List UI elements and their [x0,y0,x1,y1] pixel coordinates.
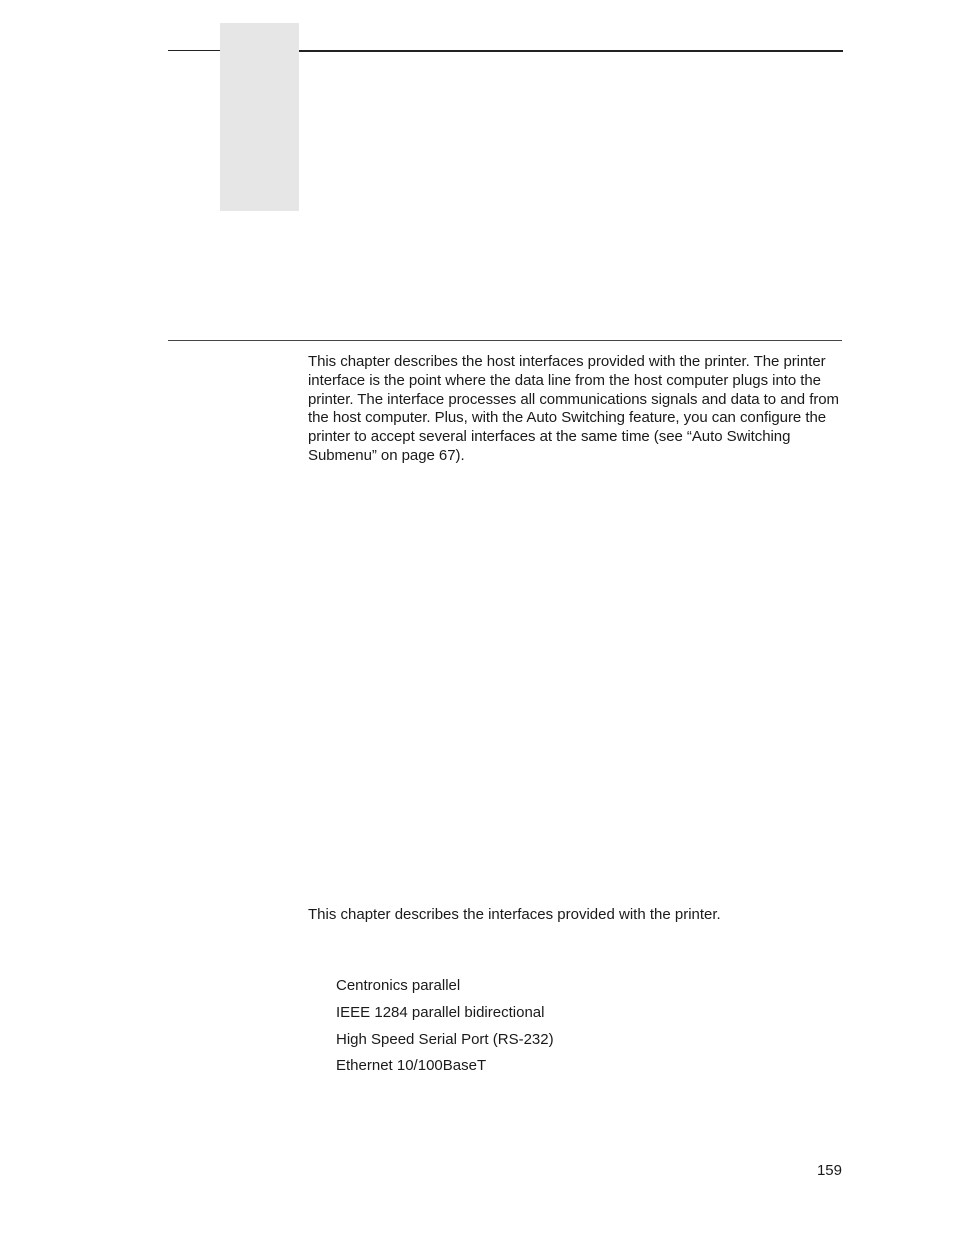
list-item: IEEE 1284 parallel bidirectional [336,1003,545,1021]
header-rule-right [299,50,843,52]
overview-paragraph: This chapter describes the interfaces provided with the printer. [308,906,721,923]
chapter-tab [220,23,299,211]
header-rule-left [168,50,220,51]
intro-paragraph: This chapter describes the host interfaces provided with the printer. The printer interface is the point where the data line from the host computer plugs into the printer. The interface processes all communications signals and data to and from the host computer. Plus, with the Auto Switching feature, you can configure the printer to accept several interfaces at the same time (see “Auto Switching Submenu” on page 67). [308,353,840,464]
list-item: Ethernet 10/100BaseT [336,1057,487,1075]
interface-list [336,977,554,1084]
list-item: High Speed Serial Port (RS-232) [336,1030,554,1048]
section-divider [168,340,842,341]
page-number: 159 [816,1162,842,1179]
list-item: Centronics parallel [336,977,461,994]
